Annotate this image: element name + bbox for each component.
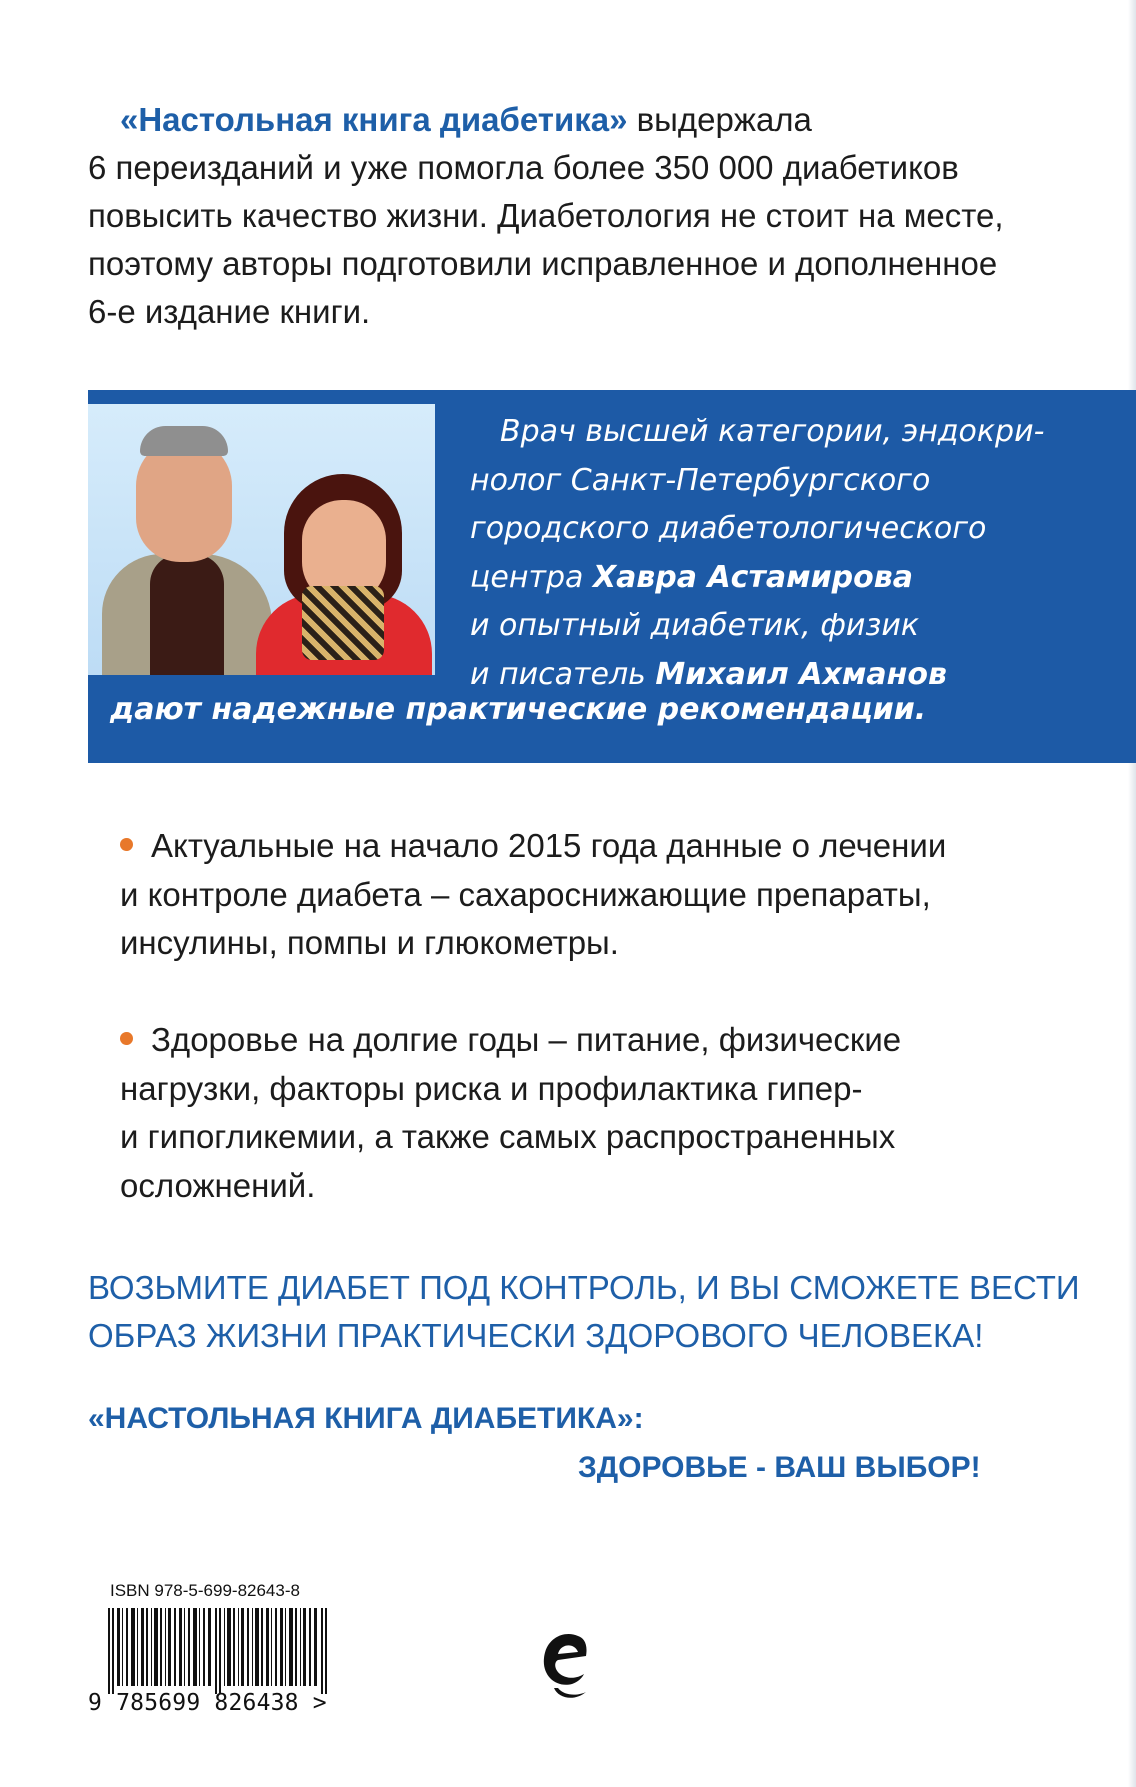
authors-photo xyxy=(88,404,435,675)
eksmo-e-logo-icon xyxy=(534,1626,598,1704)
authors-line-4 xyxy=(470,554,1030,603)
author-name-astamirova: Хавра Астамирова xyxy=(592,559,913,595)
authors-line-5: и опытный диабетик, физик xyxy=(470,608,919,643)
intro-line-5: 6-е издание книги. xyxy=(88,293,371,330)
bullet-dot-icon xyxy=(120,1032,133,1045)
intro-line-2: 6 переизданий и уже помогла более 350 000 диабетиков xyxy=(88,149,959,186)
isbn-label: ISBN 978-5-699-82643-8 xyxy=(110,1581,300,1600)
intro-lead-rest: выдержала xyxy=(627,101,812,138)
bullet-2-text-1: Здоровье на долгие годы – питание, физические xyxy=(151,1021,902,1058)
bullet-1-line-1 xyxy=(120,822,1020,871)
bullet-1-line-3: инсулины, помпы и глюкометры. xyxy=(120,924,619,961)
cover-edge xyxy=(1128,0,1136,1787)
barcode-icon xyxy=(108,1608,332,1694)
intro-line-4: поэтому авторы подготовили исправленное и дополненное xyxy=(88,245,998,282)
man-face xyxy=(136,438,232,562)
authors-recommendation: дают надежные практические рекомендации. xyxy=(110,692,927,727)
bullet-item-1 xyxy=(120,822,1020,968)
authors-line-3: городского диабетологического xyxy=(470,511,987,546)
bullet-2-line-4: осложнений. xyxy=(120,1166,316,1204)
woman-scarf xyxy=(302,586,384,660)
bullet-2-line-2: нагрузки, факторы риска и профилактика гипер- xyxy=(120,1069,863,1107)
bullet-item-2 xyxy=(120,1016,1020,1210)
authors-line-6-pre: и писатель xyxy=(470,656,656,692)
book-title-lead: «Настольная книга диабетика» xyxy=(120,101,628,138)
intro-paragraph xyxy=(88,96,1048,336)
slogan-title: «НАСТОЛЬНАЯ КНИГА ДИАБЕТИКА»: xyxy=(88,1402,644,1435)
call-to-action xyxy=(88,1264,1088,1360)
barcode-digits: 9 785699 826438 > xyxy=(88,1690,327,1716)
call-to-action-line-1: ВОЗЬМИТЕ ДИАБЕТ ПОД КОНТРОЛЬ, И ВЫ СМОЖЕТЕ ВЕСТИ xyxy=(88,1269,1080,1306)
authors-line-2: нолог Санкт-Петербургского xyxy=(470,462,931,498)
authors-banner xyxy=(88,390,1136,763)
bullet-1-text-1: Актуальные на начало 2015 года данные о лечении xyxy=(151,827,947,864)
bullet-2-line-1 xyxy=(120,1016,1020,1065)
man-shirt xyxy=(150,554,224,675)
author-name-akhmanov: Михаил Ахманов xyxy=(655,656,947,692)
slogan-tagline: ЗДОРОВЬЕ - ВАШ ВЫБОР! xyxy=(578,1451,981,1484)
call-to-action-line-2: ОБРАЗ ЖИЗНИ ПРАКТИЧЕСКИ ЗДОРОВОГО ЧЕЛОВЕКА! xyxy=(88,1317,984,1354)
man-hair xyxy=(140,426,228,456)
authors-description xyxy=(470,408,1045,699)
bullet-1-line-2: и контроле диабета – сахароснижающие препараты, xyxy=(120,875,931,913)
bullet-2-line-3: и гипогликемии, а также самых распространенных xyxy=(120,1118,896,1155)
intro-line-1 xyxy=(88,96,1048,144)
authors-line-4-pre: центра xyxy=(470,559,593,595)
intro-line-3: повысить качество жизни. Диабетология не стоит на месте, xyxy=(88,197,1004,234)
authors-line-1: Врач высшей категории, эндокри- xyxy=(500,414,1045,449)
bullet-dot-icon xyxy=(120,838,133,851)
